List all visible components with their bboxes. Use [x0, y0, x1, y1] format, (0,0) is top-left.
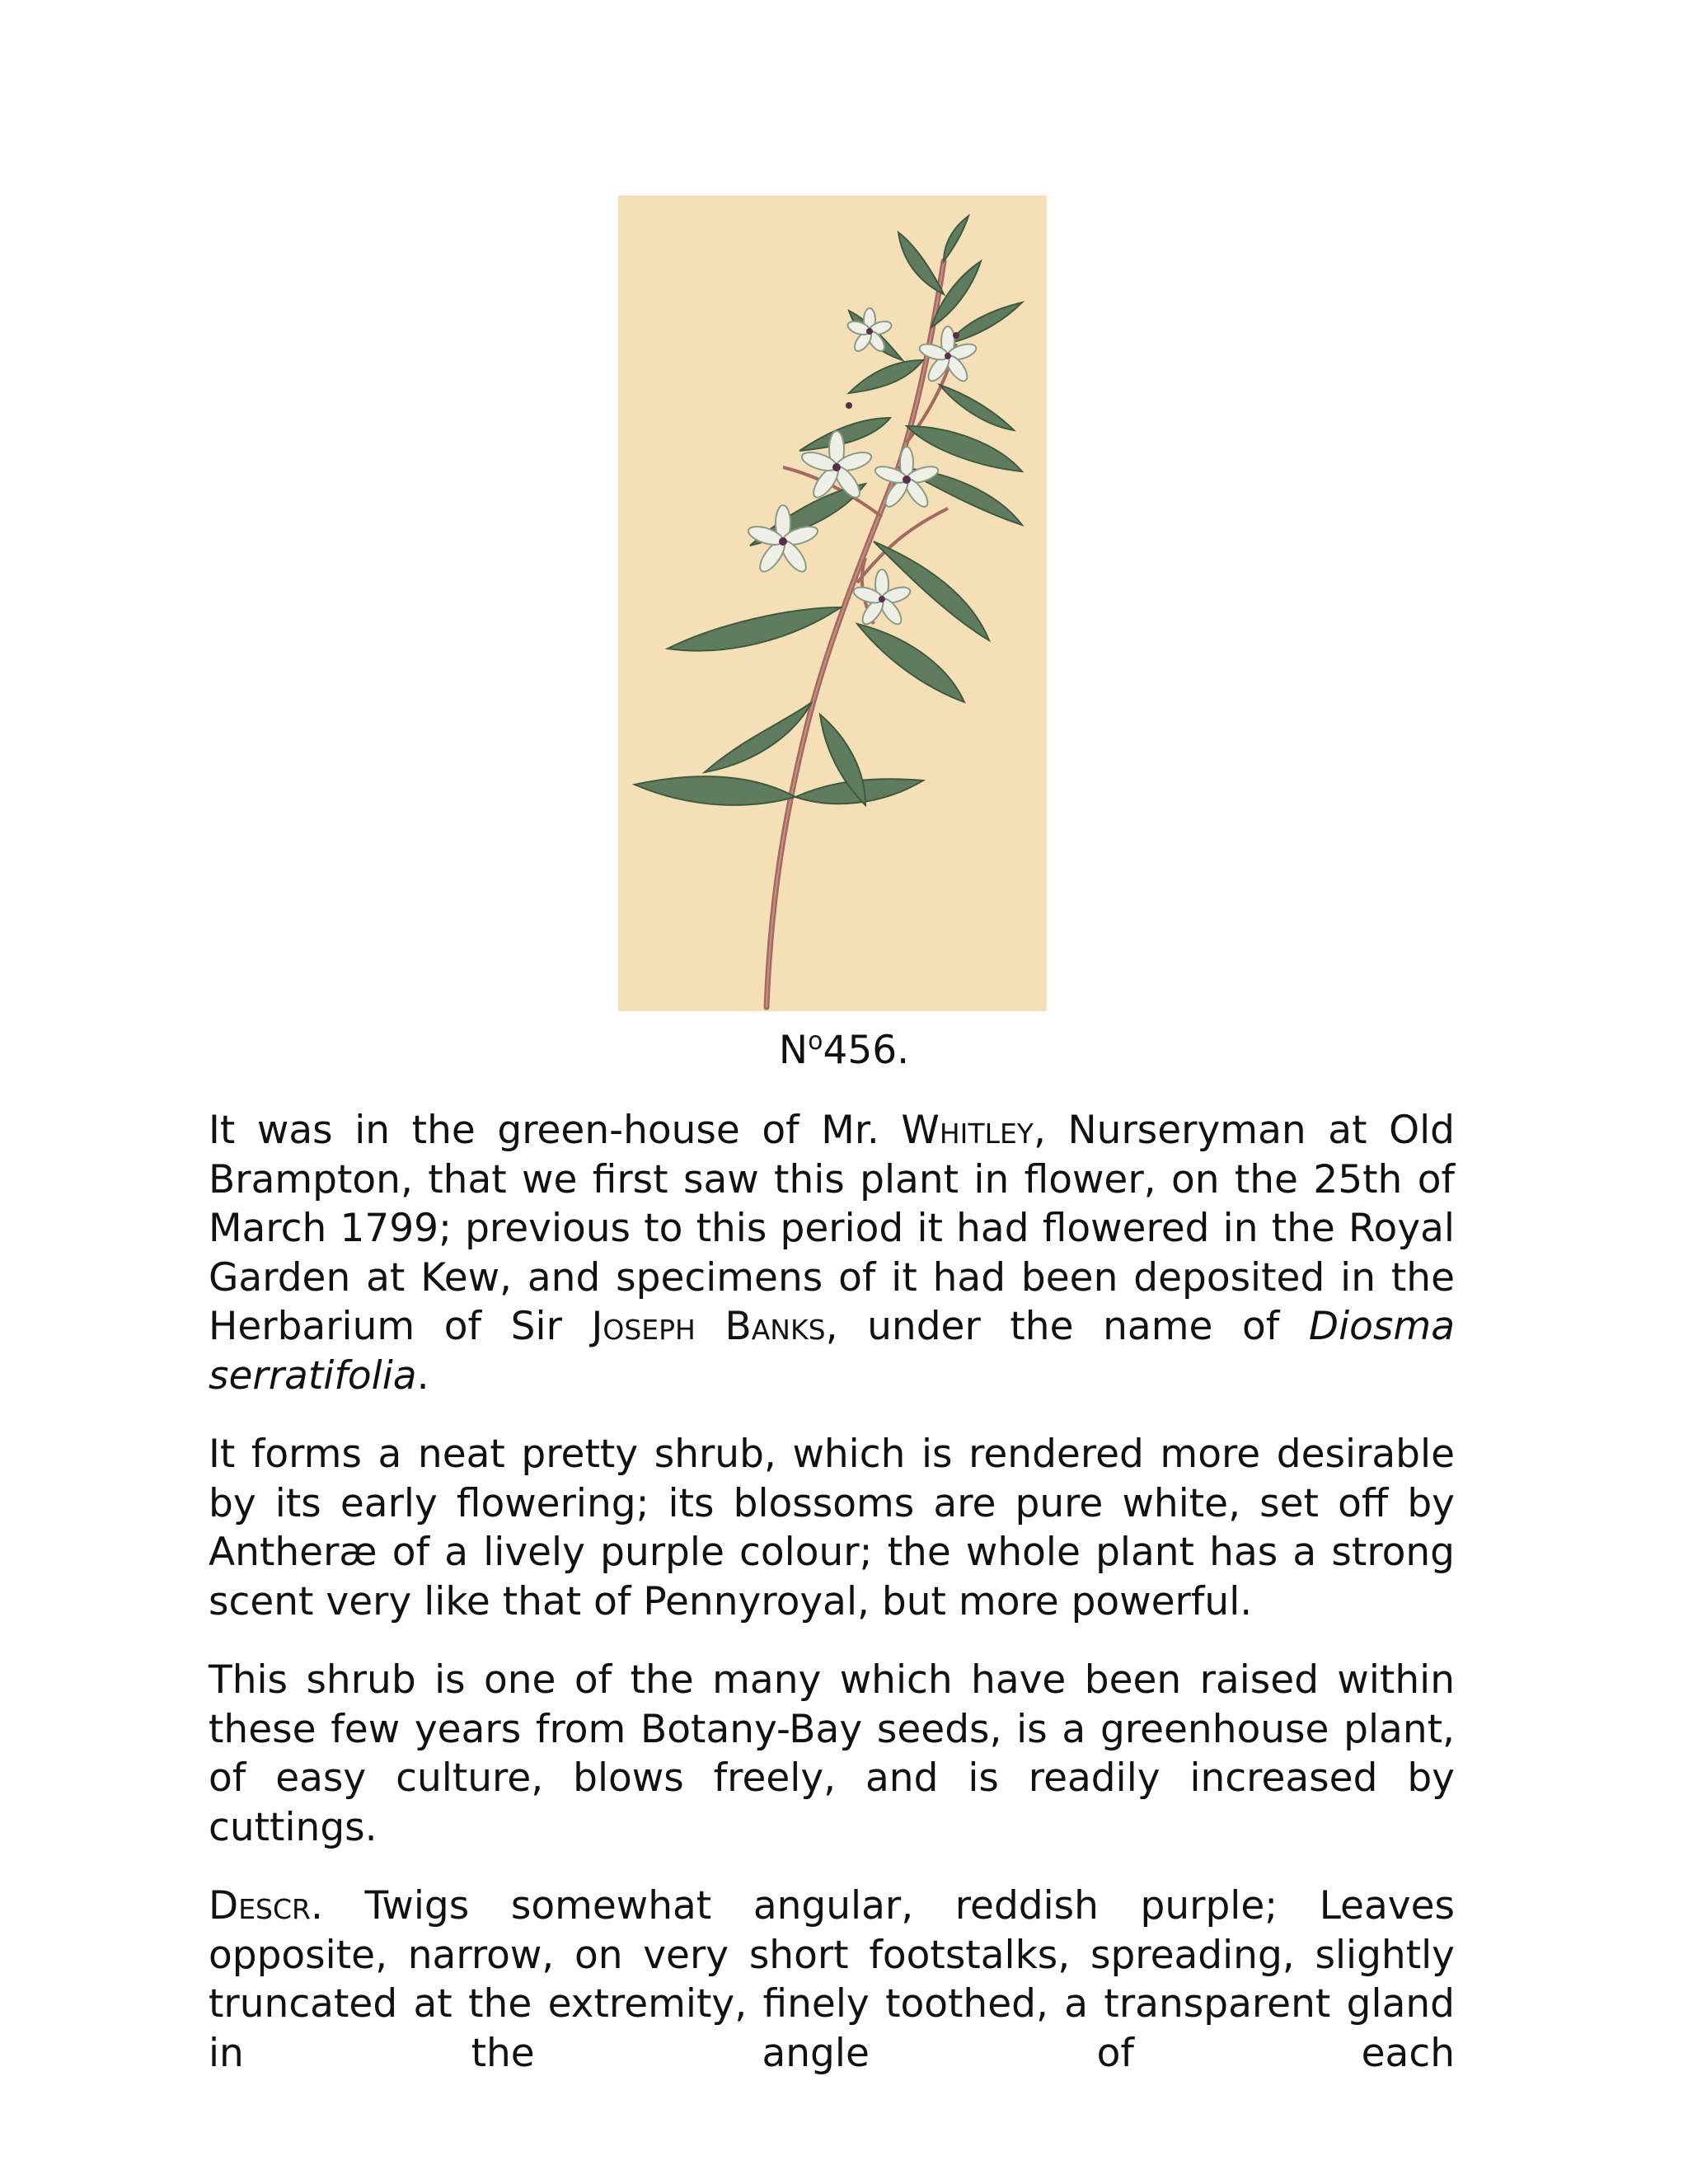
plate-number-value: 456.	[823, 1028, 910, 1073]
name-space	[696, 1304, 725, 1349]
plate-number	[0, 1026, 1688, 1076]
plant-illustration	[618, 195, 1047, 1011]
paragraph-history-part-a: It was in the green-house of Mr.	[209, 1108, 902, 1153]
paragraph-history-part-b: , Nurseryman at Old Brampton, that we first saw this plant in flower, on the 25th of March 1799; previous to this period it had flowered in the Royal Garden at Kew, and specimens of it had been deposited in the Herbarium of Sir	[209, 1108, 1455, 1349]
paragraph-origin: This shrub is one of the many which have been raised within these few years from Botany-Bay seeds, is a greenhouse plant, of easy culture, blows freely, and is readily increased by cuttings.	[209, 1657, 1455, 1850]
description-text	[209, 1106, 1455, 2107]
name-whitley: Whitley	[901, 1108, 1034, 1153]
botanical-plate	[618, 195, 1047, 1011]
paragraph-history-part-c: , under the name of	[825, 1304, 1309, 1349]
plate-number-sup: o	[808, 1027, 823, 1056]
name-joseph: Joseph	[591, 1304, 696, 1349]
paragraph-history-part-d: .	[416, 1352, 429, 1399]
paragraph-description-text: . Twigs somewhat angular, reddish purple; Leaves opposite, narrow, on very short footstalks, spreading, slightly truncated at the extremity, finely toothed, a transparent gland in the angle of each	[209, 1883, 1455, 2076]
name-banks: Banks	[724, 1304, 826, 1349]
descr-label: Descr	[209, 1883, 311, 1929]
paragraph-description	[209, 1882, 1455, 2078]
species-name: Diosma serratifolia	[209, 1304, 1455, 1399]
paragraph-history	[209, 1106, 1455, 1400]
plate-number-prefix: N	[778, 1028, 809, 1073]
paragraph-appearance: It forms a neat pretty shrub, which is rendered more desirable by its early flowering; its blossoms are pure white, set off by Antheræ of a lively purple colour; the whole plant has a strong scent very like that of Pennyroyal, but more powerful.	[209, 1432, 1455, 1624]
